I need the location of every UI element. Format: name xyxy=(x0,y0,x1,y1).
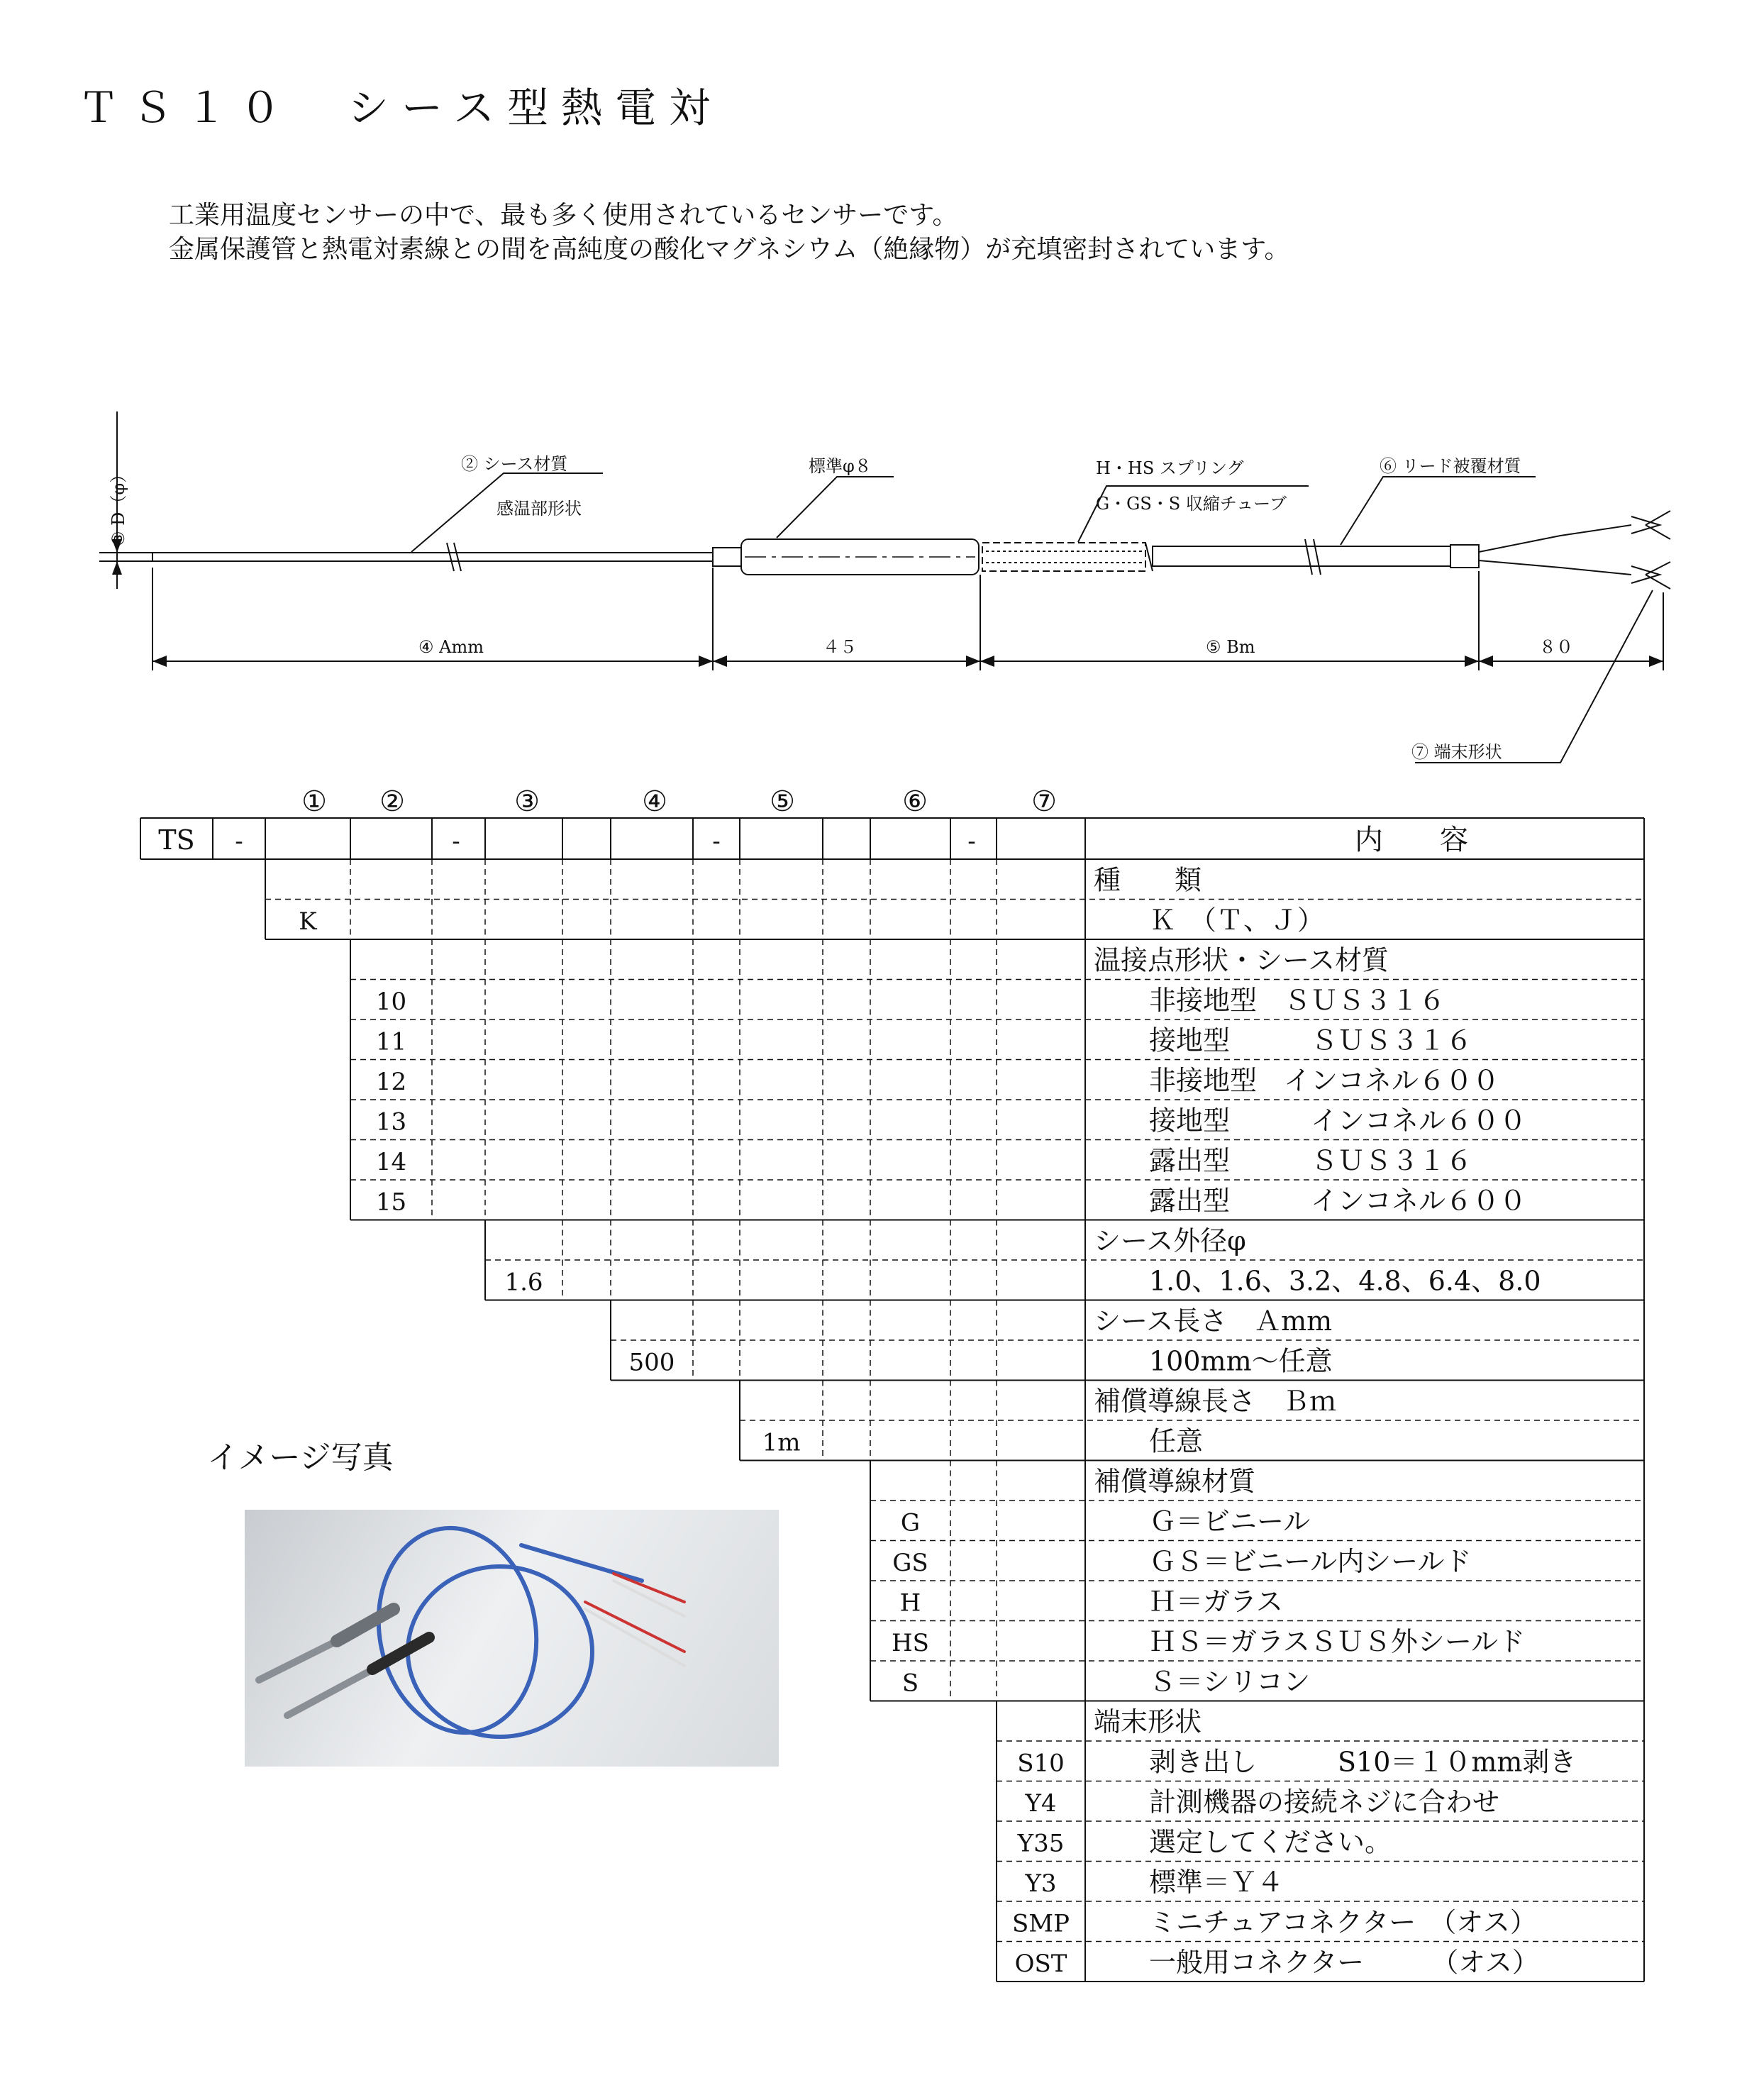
dim-45-label: ４５ xyxy=(823,637,857,657)
page-title: ＴＳ１０ シース型熱電対 xyxy=(78,84,723,132)
row-9-content: シース外径φ xyxy=(1094,1225,1246,1256)
row-26-content: ミニチュアコネクター （オス） xyxy=(1149,1906,1537,1938)
row-0-content: 種 類 xyxy=(1094,864,1202,896)
column-number-1: ① xyxy=(301,785,327,818)
row-6-code: 13 xyxy=(375,1107,407,1137)
photo-drawing xyxy=(245,1510,779,1767)
label-shrink-tube: G・GS・S 収縮チューブ xyxy=(1096,494,1287,514)
row-4-content: 接地型 ＳＵＳ３１６ xyxy=(1149,1024,1473,1056)
label-lead-material: ⑥ リード被覆材質 xyxy=(1380,456,1521,476)
row-27-code: OST xyxy=(1014,1950,1067,1978)
row-23-content: 計測機器の接続ネジに合わせ xyxy=(1149,1786,1500,1818)
row-17-content: ＧＳ＝ビニール内シールド xyxy=(1149,1546,1472,1577)
row-1-code: K xyxy=(299,907,317,936)
row-2-content: 温接点形状・シース材質 xyxy=(1094,944,1389,976)
row-3-code: 10 xyxy=(375,988,407,1016)
row-20-content: Ｓ＝シリコン xyxy=(1149,1666,1311,1698)
row-10-code: 1.6 xyxy=(504,1268,543,1297)
label-terminal-shape: ⑦ 端末形状 xyxy=(1411,742,1502,762)
dim-a-label: ④ Amm xyxy=(418,637,484,657)
row-25-code: Y3 xyxy=(1025,1869,1057,1898)
row-5-content: 非接地型 インコネル６００ xyxy=(1149,1065,1500,1096)
column-number-2: ② xyxy=(379,785,405,818)
row-18-content: Ｈ＝ガラス xyxy=(1149,1586,1283,1618)
row-20-code: S xyxy=(901,1669,919,1698)
row-26-code: SMP xyxy=(1012,1909,1070,1938)
label-sensing-shape: 感温部形状 xyxy=(496,499,582,519)
row-24-content: 選定してください。 xyxy=(1149,1826,1392,1858)
label-spring: H・HS スプリング xyxy=(1096,458,1244,478)
code-dash-3: - xyxy=(712,827,721,856)
code-prefix: TS xyxy=(158,824,195,856)
label-diameter: ③ D（φ） xyxy=(109,465,128,546)
intro-line-2: 金属保護管と熱電対素線との間を高純度の酸化マグネシウム（絶縁物）が充填密封されています。 xyxy=(169,235,1290,264)
dim-b-label: ⑤ Bm xyxy=(1206,637,1255,657)
row-8-content: 露出型 インコネル６００ xyxy=(1149,1185,1527,1217)
row-12-code: 500 xyxy=(628,1348,675,1377)
row-17-code: GS xyxy=(892,1549,928,1577)
product-photo xyxy=(245,1510,779,1767)
row-22-code: S10 xyxy=(1017,1749,1065,1778)
row-16-content: Ｇ＝ビニール xyxy=(1149,1505,1311,1537)
row-27-content: 一般用コネクター （オス） xyxy=(1149,1947,1539,1978)
row-25-content: 標準＝Ｙ４ xyxy=(1149,1867,1284,1898)
code-dash-1: - xyxy=(235,827,243,856)
row-15-content: 補償導線材質 xyxy=(1094,1466,1256,1497)
column-number-3: ③ xyxy=(514,785,540,818)
row-21-content: 端末形状 xyxy=(1094,1706,1202,1737)
label-sheath-material: ② シース材質 xyxy=(461,454,568,474)
intro-line-1: 工業用温度センサーの中で、最も多く使用されているセンサーです。 xyxy=(169,201,958,230)
row-7-code: 14 xyxy=(375,1148,407,1176)
code-dash-4: - xyxy=(967,827,976,856)
row-11-content: シース長さ Ａmm xyxy=(1094,1305,1333,1337)
row-8-code: 15 xyxy=(375,1188,407,1217)
column-number-5: ⑤ xyxy=(770,785,795,818)
row-19-code: HS xyxy=(892,1629,929,1657)
photo-label: イメージ写真 xyxy=(207,1439,394,1476)
row-23-code: Y4 xyxy=(1025,1789,1057,1818)
row-5-code: 12 xyxy=(375,1068,407,1096)
row-16-code: G xyxy=(900,1508,921,1537)
row-22-content: 剥き出し S10＝１０mm剥き xyxy=(1149,1746,1577,1778)
row-1-content: Ｋ （Ｔ、Ｊ） xyxy=(1149,905,1325,936)
row-24-code: Y35 xyxy=(1017,1829,1065,1858)
column-number-7: ⑦ xyxy=(1031,785,1057,818)
row-10-content: 1.0、1.6、3.2、4.8、6.4、8.0 xyxy=(1149,1265,1541,1297)
code-dash-2: - xyxy=(452,827,460,856)
row-7-content: 露出型 ＳＵＳ３１６ xyxy=(1149,1145,1473,1176)
label-standard-phi8: 標準φ８ xyxy=(809,456,872,476)
row-19-content: ＨＳ＝ガラスＳＵＳ外シールド xyxy=(1149,1626,1526,1657)
row-14-content: 任意 xyxy=(1149,1425,1204,1457)
row-4-code: 11 xyxy=(375,1027,407,1056)
row-18-code: H xyxy=(899,1588,921,1618)
row-3-content: 非接地型 ＳＵＳ３１６ xyxy=(1149,985,1446,1016)
row-12-content: 100mm～任意 xyxy=(1149,1345,1333,1377)
row-14-code: 1m xyxy=(762,1428,801,1457)
dim-80-label: ８０ xyxy=(1539,637,1573,657)
column-number-4: ④ xyxy=(642,785,667,818)
content-header: 内 容 xyxy=(1355,824,1468,856)
row-6-content: 接地型 インコネル６００ xyxy=(1149,1105,1527,1137)
row-13-content: 補償導線長さ Ｂｍ xyxy=(1094,1386,1337,1417)
column-number-6: ⑥ xyxy=(902,785,928,818)
